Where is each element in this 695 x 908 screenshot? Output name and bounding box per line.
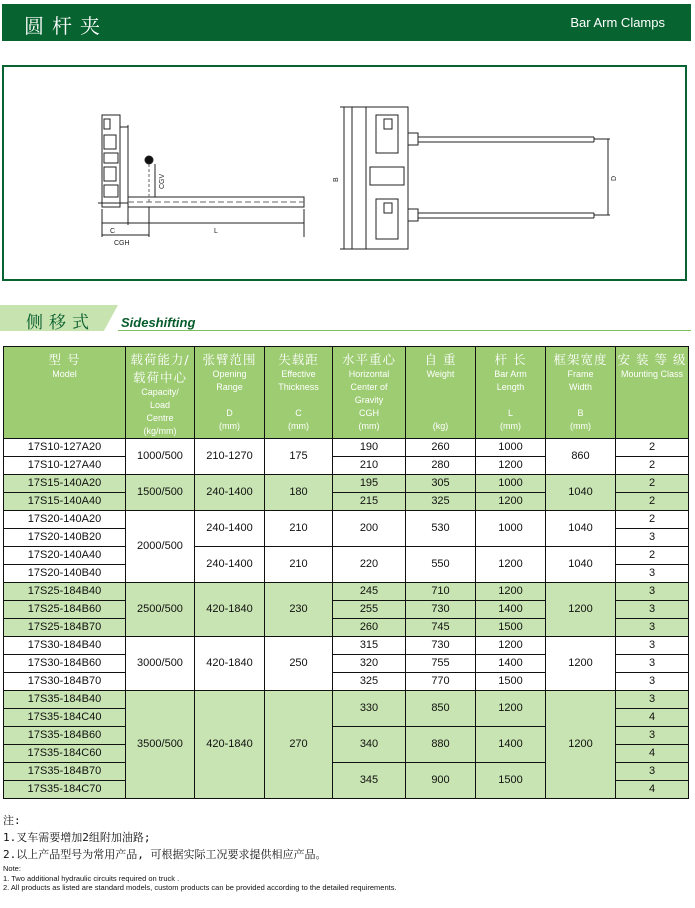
header-weight: 自 重 Weight (kg) (406, 347, 476, 439)
cell-frame: 1200 (546, 637, 616, 691)
cell-length: 1500 (476, 763, 546, 799)
table-row (4, 439, 689, 457)
dim-label-cgv: CGV (159, 173, 166, 189)
cell-weight: 755 (406, 655, 476, 673)
cell-cgh: 195 (333, 475, 406, 493)
cell-mount: 3 (616, 655, 689, 673)
cell-weight: 770 (406, 673, 476, 691)
cell-model: 17S35-184C70 (4, 781, 126, 799)
cell-model: 17S15-140A20 (4, 475, 126, 493)
spec-table (3, 346, 689, 799)
table-row (4, 475, 689, 493)
cell-cgh: 325 (333, 673, 406, 691)
cell-length: 1200 (476, 637, 546, 655)
section-title-cn: 侧移式 (26, 313, 95, 333)
cell-model: 17S10-127A40 (4, 457, 126, 475)
cell-capacity: 3500/500 (126, 691, 195, 799)
cell-cgh: 220 (333, 547, 406, 583)
cell-cgh: 210 (333, 457, 406, 475)
cell-opening: 420-1840 (195, 637, 265, 691)
cell-weight: 745 (406, 619, 476, 637)
cell-mount: 3 (616, 763, 689, 781)
cell-mount: 3 (616, 601, 689, 619)
cell-weight: 850 (406, 691, 476, 727)
cell-length: 1200 (476, 691, 546, 727)
header-title-en: Bar Arm Clamps (570, 15, 665, 30)
cell-frame: 1040 (546, 475, 616, 511)
notes-en-title: Note: (3, 864, 21, 873)
cell-mount: 2 (616, 457, 689, 475)
cell-cgh: 255 (333, 601, 406, 619)
cell-mount: 4 (616, 709, 689, 727)
cell-model: 17S20-140B40 (4, 565, 126, 583)
cell-cgh: 345 (333, 763, 406, 799)
cell-mount: 3 (616, 727, 689, 745)
cell-cgh: 245 (333, 583, 406, 601)
notes-cn-item-2: 2.以上产品型号为常用产品, 可根据实际工况要求提供相应产品。 (3, 848, 327, 861)
header-frame: 框架宽度 Frame Width B (mm) (546, 347, 616, 439)
cell-thickness: 270 (265, 691, 333, 799)
cell-capacity: 2500/500 (126, 583, 195, 637)
cell-length: 1200 (476, 493, 546, 511)
cgv-marker (145, 156, 153, 164)
cell-model: 17S20-140A40 (4, 547, 126, 565)
cell-weight: 730 (406, 637, 476, 655)
table-header-row (4, 347, 689, 439)
cell-frame: 1040 (546, 547, 616, 583)
cell-mount: 2 (616, 547, 689, 565)
cell-cgh: 260 (333, 619, 406, 637)
cell-capacity: 1000/500 (126, 439, 195, 475)
table-row (4, 511, 689, 529)
cell-model: 17S10-127A20 (4, 439, 126, 457)
cell-opening: 240-1400 (195, 475, 265, 511)
dim-label-l: L (214, 228, 218, 235)
cell-weight: 530 (406, 511, 476, 547)
cell-length: 1200 (476, 457, 546, 475)
cell-weight: 305 (406, 475, 476, 493)
notes-cn (3, 812, 327, 863)
cell-cgh: 330 (333, 691, 406, 727)
table-row (4, 691, 689, 709)
cell-cgh: 215 (333, 493, 406, 511)
cell-opening: 240-1400 (195, 511, 265, 547)
cell-weight: 280 (406, 457, 476, 475)
header-length: 杆 长 Bar Arm Length L (mm) (476, 347, 546, 439)
header-bar (2, 4, 691, 41)
cell-thickness: 180 (265, 475, 333, 511)
cell-model: 17S15-140A40 (4, 493, 126, 511)
cell-mount: 3 (616, 619, 689, 637)
notes-en-item-1: 1. Two additional hydraulic circuits required on truck . (3, 873, 180, 883)
notes-cn-title: 注: (3, 814, 21, 827)
carriage-plate (352, 107, 408, 249)
cell-thickness: 210 (265, 511, 333, 547)
cell-thickness: 230 (265, 583, 333, 637)
cell-model: 17S20-140A20 (4, 511, 126, 529)
notes-en-item-2: 2. All products as listed are standard models, custom products can be provided according to the detailed requirements. (3, 883, 397, 892)
cell-model: 17S30-184B40 (4, 637, 126, 655)
cell-weight: 880 (406, 727, 476, 763)
cell-mount: 3 (616, 529, 689, 547)
cell-mount: 2 (616, 493, 689, 511)
header-model: 型 号 Model (4, 347, 126, 439)
cell-model: 17S30-184B60 (4, 655, 126, 673)
cell-weight: 900 (406, 763, 476, 799)
cell-length: 1200 (476, 547, 546, 583)
cell-cgh: 340 (333, 727, 406, 763)
cell-capacity: 3000/500 (126, 637, 195, 691)
cell-thickness: 175 (265, 439, 333, 475)
cell-model: 17S35-184B60 (4, 727, 126, 745)
cell-length: 1000 (476, 439, 546, 457)
cell-mount: 3 (616, 691, 689, 709)
cell-weight: 260 (406, 439, 476, 457)
cell-cgh: 200 (333, 511, 406, 547)
cell-opening: 210-1270 (195, 439, 265, 475)
cell-length: 1500 (476, 673, 546, 691)
cell-opening: 420-1840 (195, 691, 265, 799)
section-rule (118, 330, 691, 331)
header-capacity: 载荷能力/载荷中心 Capacity/ Load Centre (kg/mm) (126, 347, 195, 439)
notes-en (3, 864, 397, 893)
cell-mount: 3 (616, 583, 689, 601)
dim-label-cgh: CGH (114, 240, 130, 247)
cell-weight: 550 (406, 547, 476, 583)
cell-mount: 3 (616, 565, 689, 583)
dim-label-b: B (333, 177, 340, 182)
cell-length: 1000 (476, 511, 546, 547)
cell-length: 1400 (476, 727, 546, 763)
cell-length: 1200 (476, 583, 546, 601)
cell-model: 17S35-184C40 (4, 709, 126, 727)
cell-frame: 1200 (546, 691, 616, 799)
cell-mount: 3 (616, 637, 689, 655)
cell-length: 1400 (476, 655, 546, 673)
table-row (4, 583, 689, 601)
cell-cgh: 320 (333, 655, 406, 673)
cell-length: 1500 (476, 619, 546, 637)
technical-drawing (2, 65, 687, 281)
cell-model: 17S30-184B70 (4, 673, 126, 691)
cell-weight: 325 (406, 493, 476, 511)
table-row (4, 547, 689, 565)
cell-weight: 730 (406, 601, 476, 619)
cell-model: 17S25-184B60 (4, 601, 126, 619)
header-thickness: 失载距 Effective Thickness C (mm) (265, 347, 333, 439)
cell-mount: 2 (616, 439, 689, 457)
cell-model: 17S25-184B70 (4, 619, 126, 637)
cell-model: 17S35-184B70 (4, 763, 126, 781)
header-opening: 张臂范围 Opening Range D (mm) (195, 347, 265, 439)
dim-label-d: D (611, 175, 618, 181)
notes-cn-item-1: 1.叉车需要增加2组附加油路; (3, 831, 151, 844)
cell-opening: 240-1400 (195, 547, 265, 583)
cell-frame: 860 (546, 439, 616, 475)
section-heading (0, 303, 695, 333)
cell-mount: 4 (616, 745, 689, 763)
cell-model: 17S35-184C60 (4, 745, 126, 763)
cell-length: 1400 (476, 601, 546, 619)
cell-model: 17S20-140B20 (4, 529, 126, 547)
header-title-cn: 圆杆夹 (24, 16, 108, 38)
header-cgh: 水平重心 Horizontal Center of Gravity CGH (mm) (333, 347, 406, 439)
cell-cgh: 190 (333, 439, 406, 457)
cell-mount: 2 (616, 511, 689, 529)
table-row (4, 637, 689, 655)
cell-model: 17S25-184B40 (4, 583, 126, 601)
cell-frame: 1040 (546, 511, 616, 547)
cell-weight: 710 (406, 583, 476, 601)
cell-mount: 4 (616, 781, 689, 799)
header-mount: 安 装 等 级 Mounting Class (616, 347, 689, 439)
drawing-svg (4, 67, 685, 279)
section-title-en: Sideshifting (121, 315, 196, 330)
cell-mount: 2 (616, 475, 689, 493)
cell-length: 1000 (476, 475, 546, 493)
cell-capacity: 1500/500 (126, 475, 195, 511)
cell-mount: 3 (616, 673, 689, 691)
cell-thickness: 250 (265, 637, 333, 691)
cell-opening: 420-1840 (195, 583, 265, 637)
cell-model: 17S35-184B40 (4, 691, 126, 709)
cell-cgh: 315 (333, 637, 406, 655)
cell-frame: 1200 (546, 583, 616, 637)
dim-label-c: C (110, 228, 116, 235)
cell-capacity: 2000/500 (126, 511, 195, 583)
cell-thickness: 210 (265, 547, 333, 583)
